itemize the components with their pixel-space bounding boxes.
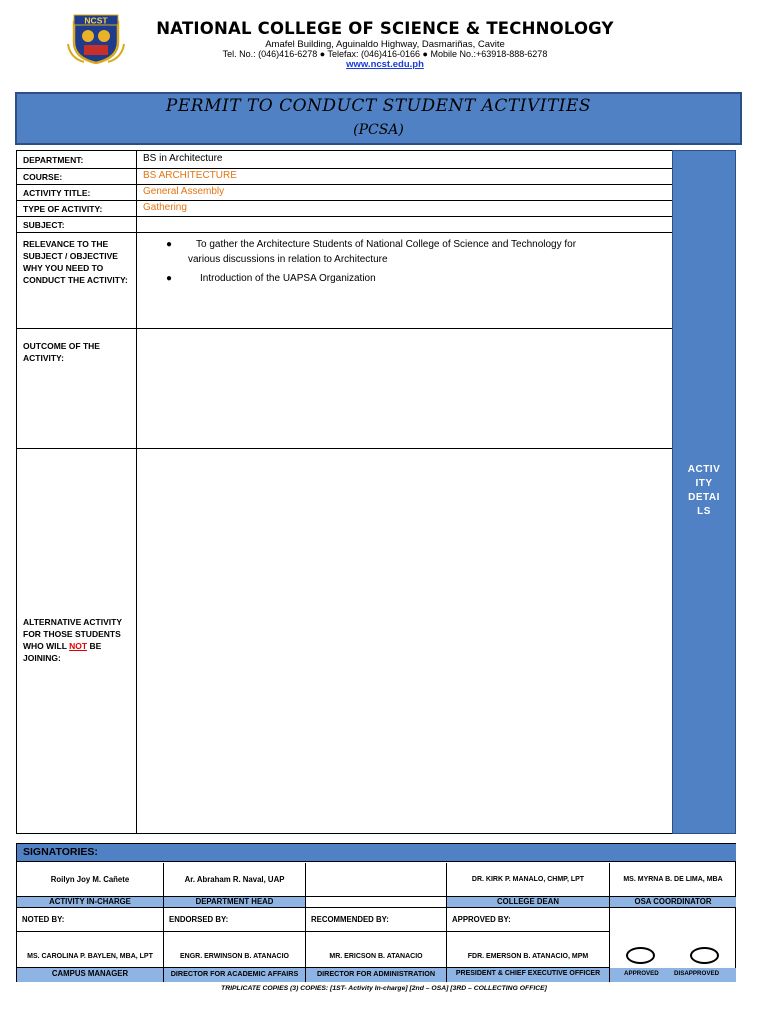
course-label: COURSE: xyxy=(17,168,137,184)
disapproved-label: DISAPPROVED xyxy=(674,970,720,977)
activity-type-value[interactable]: Gathering xyxy=(143,202,187,213)
side-label-line: ACTIV xyxy=(687,464,721,475)
alternative-not-text: NOT xyxy=(69,641,88,651)
activity-details-label xyxy=(673,463,735,519)
approved-label: APPROVED xyxy=(624,970,659,977)
side-label-line: LS xyxy=(697,506,711,517)
alternative-label-text: ALTERNATIVE ACTIVITY FOR THOSE STUDENTS WHO WILL xyxy=(23,617,122,651)
form-subtitle: (PCSA) xyxy=(353,122,404,138)
approval-label: APPROVED BY: xyxy=(447,908,610,932)
activity-title-label: ACTIVITY TITLE: xyxy=(17,184,137,200)
relevance-label: RELEVANCE TO THE SUBJECT / OBJECTIVE WHY YOU NEED TO CONDUCT THE ACTIVITY: xyxy=(17,232,137,328)
relevance-item: To gather the Architecture Students of National College of Science and Technology for xyxy=(196,239,577,250)
disapproved-checkbox[interactable] xyxy=(690,947,719,964)
signatory-name: FDR. EMERSON B. ATANACIO, MPM xyxy=(447,932,610,968)
relevance-item: Introduction of the UAPSA Organization xyxy=(200,273,376,284)
approval-label: RECOMMENDED BY: xyxy=(306,908,447,932)
course-value[interactable]: BS ARCHITECTURE xyxy=(143,170,237,181)
alternative-activity-value[interactable] xyxy=(138,448,672,833)
signatory-title: OSA COORDINATOR xyxy=(610,897,736,908)
outcome-label: OUTCOME OF THE ACTIVITY: xyxy=(17,328,137,448)
signatory-name: MS. CAROLINA P. BAYLEN, MBA, LPT xyxy=(17,932,164,968)
copies-footer: TRIPLICATE COPIES (3) COPIES: [1ST- Activity In-charge] [2nd – OSA] [3RD – COLLECTING OFFICE] xyxy=(221,985,547,992)
signatory-name: Ar. Abraham R. Naval, UAP xyxy=(164,863,306,897)
bullet-icon: ● xyxy=(166,239,173,250)
outcome-value[interactable] xyxy=(138,328,672,448)
approval-label: NOTED BY: xyxy=(17,908,164,932)
side-label-line: DETAI xyxy=(688,492,720,503)
alternative-label-cell xyxy=(17,448,137,833)
logo-text: NCST xyxy=(84,15,108,26)
approval-label: ENDORSED BY: xyxy=(164,908,306,932)
department-label: DEPARTMENT: xyxy=(17,151,137,168)
college-address: Amafel Building, Aguinaldo Highway, Dasmariñas, Cavite xyxy=(265,39,505,50)
approved-checkbox[interactable] xyxy=(626,947,655,964)
approval-options-labels xyxy=(610,968,736,982)
bullet-icon: ● xyxy=(166,273,173,284)
alternative-label-end: BE JOINING: xyxy=(23,641,102,663)
activity-details-sidebar xyxy=(672,150,736,834)
college-contact: Tel. No.: (046)416-6278 ● Telefax: (046)416-0166 ● Mobile No.:+63918-888-6278 xyxy=(222,49,548,59)
form-title: PERMIT TO CONDUCT STUDENT ACTIVITIES xyxy=(165,96,592,116)
signatory-name: Roilyn Joy M. Cañete xyxy=(17,863,164,897)
activity-title-value[interactable]: General Assembly xyxy=(143,186,225,197)
side-label-line: ITY xyxy=(695,478,713,489)
signatory-title: DIRECTOR FOR ADMINISTRATION xyxy=(306,968,447,982)
activity-form xyxy=(16,150,673,834)
activity-type-label: TYPE OF ACTIVITY: xyxy=(17,200,137,216)
signatory-name: MS. MYRNA B. DE LIMA, MBA xyxy=(610,863,736,897)
signatory-title: PRESIDENT & CHIEF EXECUTIVE OFFICER xyxy=(447,968,610,982)
signatories-table xyxy=(16,843,736,982)
approval-choice-cell xyxy=(610,908,736,968)
subject-value[interactable] xyxy=(138,216,672,232)
alternative-label xyxy=(23,616,131,664)
relevance-item: various discussions in relation to Architecture xyxy=(188,254,388,265)
signatory-name: MR. ERICSON B. ATANACIO xyxy=(306,932,447,968)
signatory-name: ENGR. ERWINSON B. ATANACIO xyxy=(164,932,306,968)
signatory-title: DEPARTMENT HEAD xyxy=(164,897,306,908)
signatory-title: DIRECTOR FOR ACADEMIC AFFAIRS xyxy=(164,968,306,982)
signatory-name xyxy=(306,863,447,897)
college-seal-logo xyxy=(64,14,128,64)
signatory-title: CAMPUS MANAGER xyxy=(17,968,164,982)
signatory-title: COLLEGE DEAN xyxy=(447,897,610,908)
relevance-value[interactable] xyxy=(138,232,672,328)
signatory-name: DR. KIRK P. MANALO, CHMP, LPT xyxy=(447,863,610,897)
signatory-title: ACTIVITY IN-CHARGE xyxy=(17,897,164,908)
signatories-heading: SIGNATORIES: xyxy=(17,844,736,862)
subject-label: SUBJECT: xyxy=(17,216,137,232)
signatory-title xyxy=(306,897,447,908)
department-value[interactable]: BS in Architecture xyxy=(143,153,223,164)
title-banner xyxy=(15,92,742,145)
college-name: NATIONAL COLLEGE OF SCIENCE & TECHNOLOGY xyxy=(156,19,614,38)
college-website-link[interactable]: www.ncst.edu.ph xyxy=(346,59,424,70)
